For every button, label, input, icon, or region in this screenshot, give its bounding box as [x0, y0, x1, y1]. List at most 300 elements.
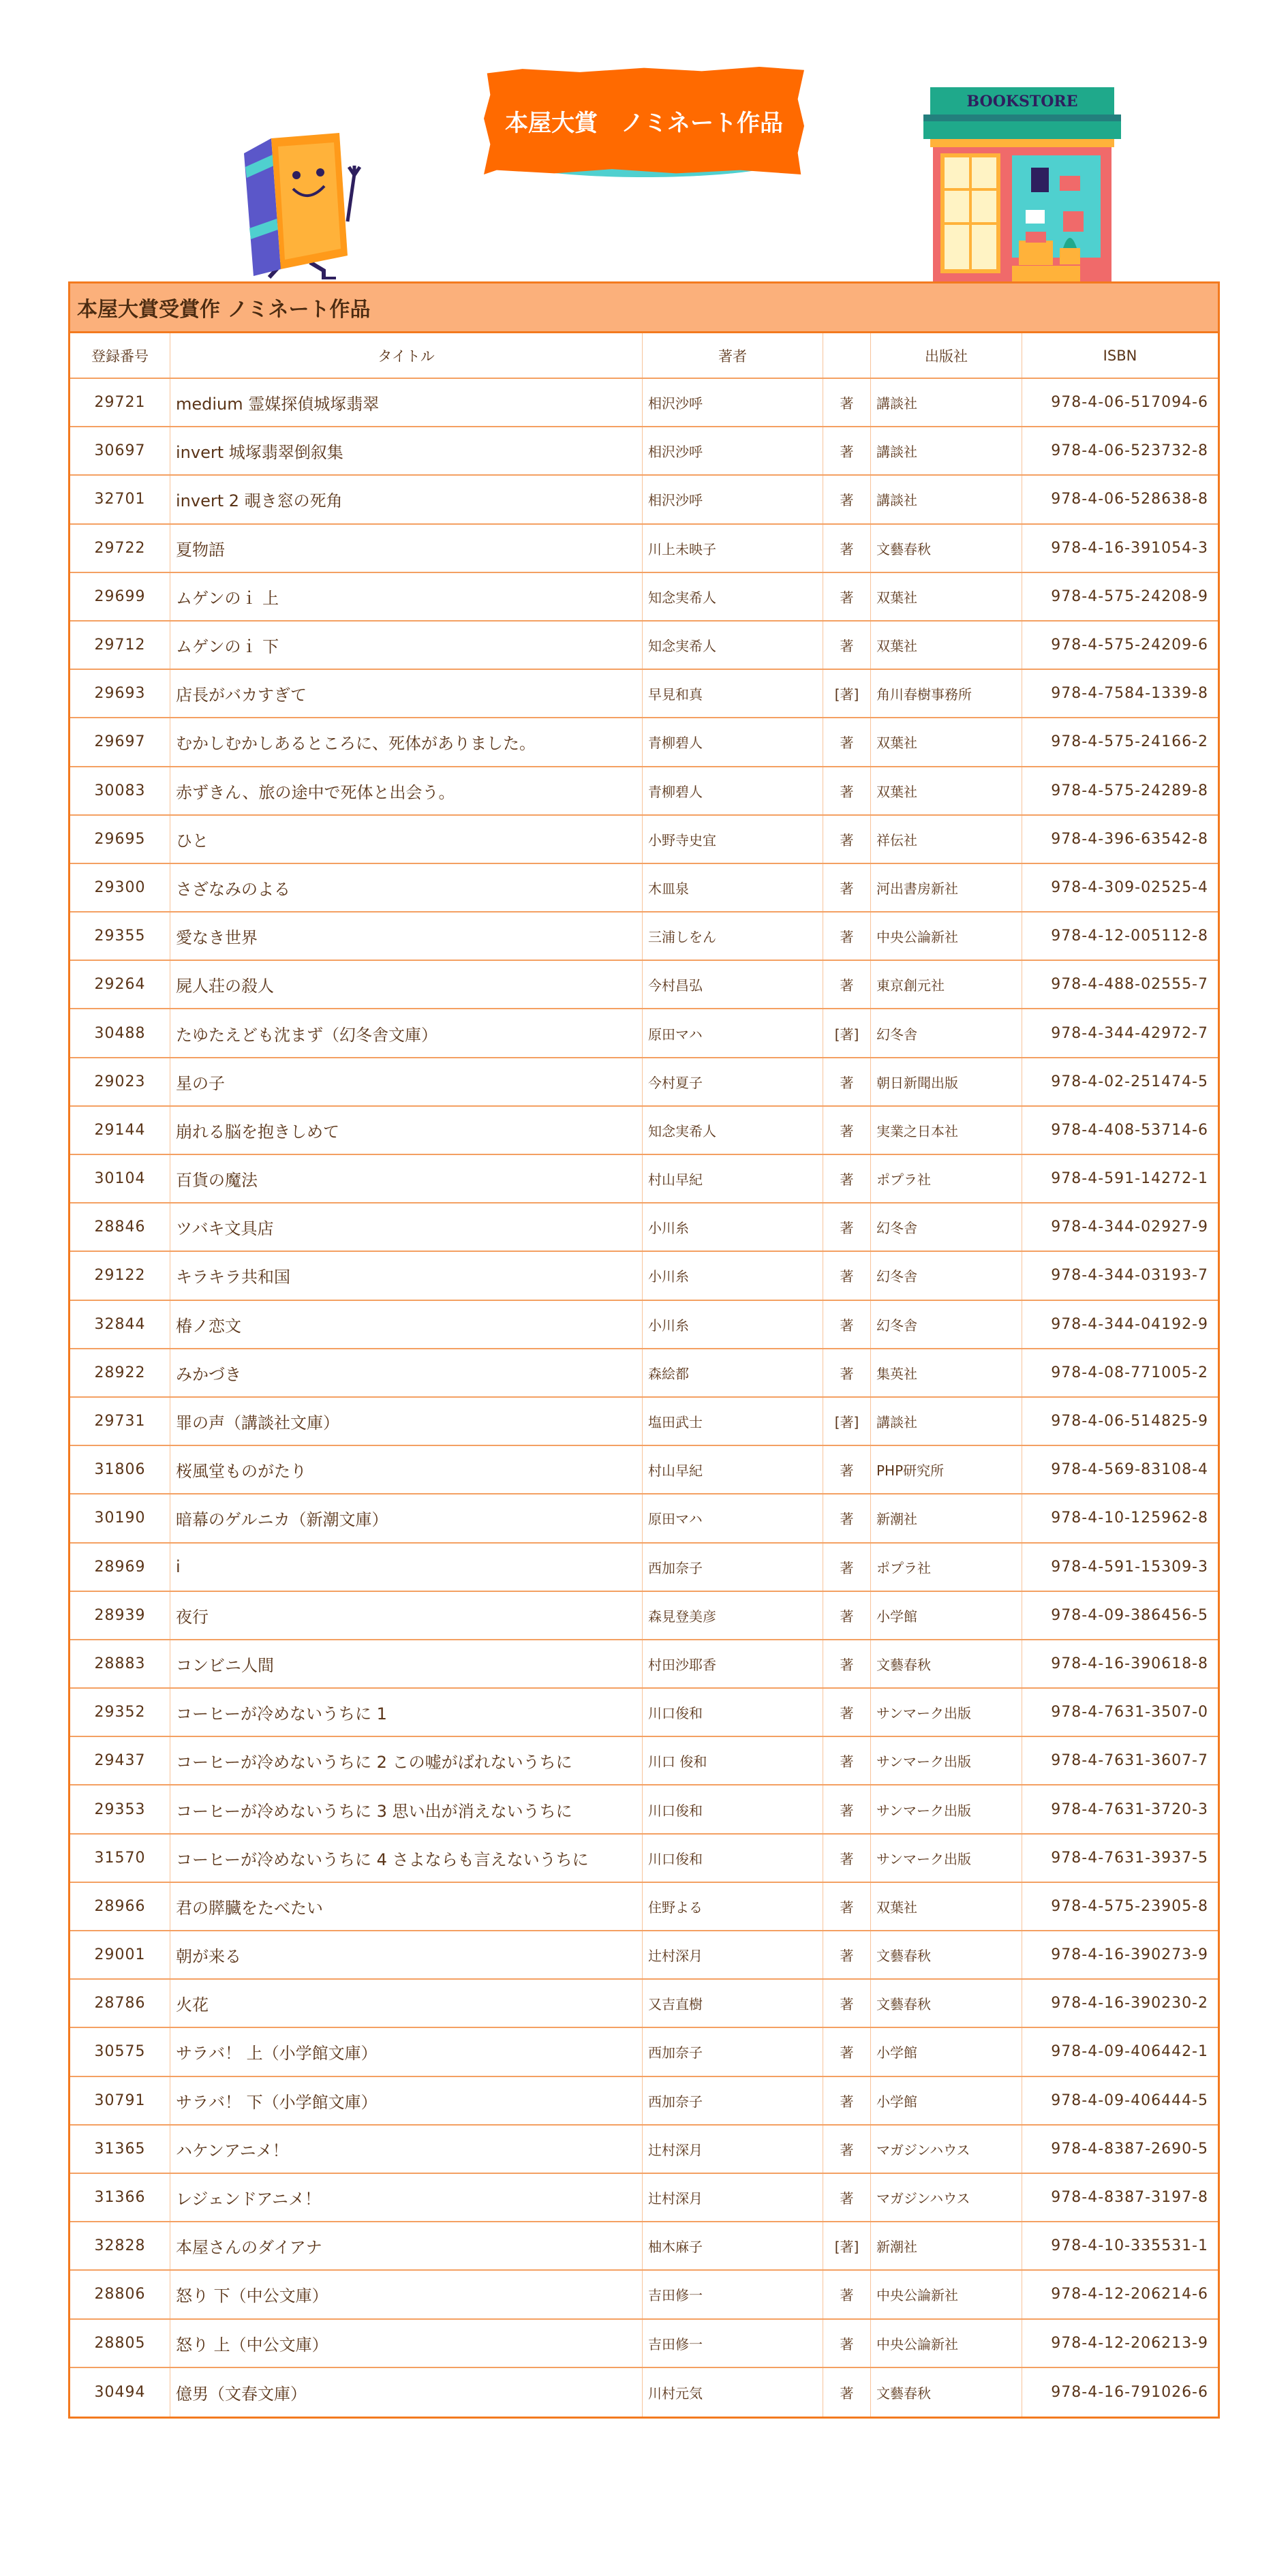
row-role: 著 — [823, 1931, 871, 1978]
row-id: 30697 — [70, 427, 170, 474]
header-id: 登録番号 — [70, 333, 170, 378]
row-title: 屍人荘の殺人 — [170, 961, 643, 1008]
table-row — [70, 1155, 1218, 1203]
row-publisher: ポプラ社 — [871, 1544, 1022, 1591]
row-publisher: マガジンハウス — [871, 2174, 1022, 2221]
row-title: 夏物語 — [170, 525, 643, 572]
row-author: 相沢沙呼 — [643, 379, 823, 426]
table-row — [70, 2271, 1218, 2319]
row-role: 著 — [823, 961, 871, 1008]
table-row — [70, 1544, 1218, 1592]
table-row — [70, 718, 1218, 767]
row-author: 青柳碧人 — [643, 718, 823, 765]
row-publisher: 小学館 — [871, 2077, 1022, 2124]
table-row — [70, 1398, 1218, 1446]
row-isbn: 978-4-408-53714-6 — [1051, 1121, 1208, 1139]
row-publisher: 東京創元社 — [871, 961, 1022, 1008]
row-isbn: 978-4-09-386456-5 — [1051, 1606, 1208, 1624]
row-publisher: 実業之日本社 — [871, 1107, 1022, 1154]
row-role: 著 — [823, 1349, 871, 1396]
row-title: コーヒーが冷めないうちに 4 さよならも言えないうちに — [170, 1835, 643, 1882]
table-row — [70, 379, 1218, 427]
row-publisher: サンマーク出版 — [871, 1785, 1022, 1833]
row-author: 川口 俊和 — [643, 1737, 823, 1784]
row-isbn: 978-4-12-005112-8 — [1051, 927, 1208, 945]
row-id: 32828 — [70, 2222, 170, 2269]
table-row — [70, 573, 1218, 622]
row-id: 30575 — [70, 2028, 170, 2075]
table-row — [70, 622, 1218, 670]
row-author: 小川糸 — [643, 1203, 823, 1251]
row-role: 著 — [823, 718, 871, 765]
table-row — [70, 2126, 1218, 2174]
row-title: 本屋さんのダイアナ — [170, 2222, 643, 2269]
row-role: 著 — [823, 573, 871, 620]
row-id: 29300 — [70, 864, 170, 911]
row-role: 著 — [823, 1107, 871, 1154]
row-isbn: 978-4-591-15309-3 — [1051, 1558, 1208, 1576]
row-isbn: 978-4-309-02525-4 — [1051, 878, 1208, 896]
row-isbn: 978-4-575-24166-2 — [1051, 733, 1208, 751]
row-title: コーヒーが冷めないうちに 1 — [170, 1689, 643, 1736]
table-row — [70, 1203, 1218, 1252]
row-publisher: 双葉社 — [871, 718, 1022, 765]
row-id: 28966 — [70, 1883, 170, 1930]
row-publisher: 双葉社 — [871, 573, 1022, 620]
row-isbn: 978-4-344-04192-9 — [1051, 1315, 1208, 1333]
row-author: 辻村深月 — [643, 2174, 823, 2221]
row-publisher: 双葉社 — [871, 622, 1022, 669]
row-role: 著 — [823, 1737, 871, 1784]
row-role: 著 — [823, 1544, 871, 1591]
table-row — [70, 670, 1218, 718]
row-author: 村田沙耶香 — [643, 1640, 823, 1687]
row-title: i — [170, 1544, 643, 1591]
row-id: 29721 — [70, 379, 170, 426]
row-role: 著 — [823, 1835, 871, 1882]
row-isbn: 978-4-575-23905-8 — [1051, 1897, 1208, 1915]
row-publisher: 中央公論新社 — [871, 913, 1022, 960]
table-row — [70, 2320, 1218, 2368]
row-isbn: 978-4-16-390273-9 — [1051, 1946, 1208, 1964]
row-id: 29722 — [70, 525, 170, 572]
row-author: 西加奈子 — [643, 1544, 823, 1591]
table-row — [70, 864, 1218, 913]
row-title: invert 2 覗き窓の死角 — [170, 476, 643, 523]
bookstore-icon — [923, 87, 1128, 292]
row-isbn: 978-4-7631-3507-0 — [1051, 1704, 1208, 1721]
table-row — [70, 1980, 1218, 2028]
row-id: 30083 — [70, 767, 170, 814]
row-publisher: 文藝春秋 — [871, 1980, 1022, 2027]
row-title: むかしむかしあるところに、死体がありました。 — [170, 718, 643, 765]
row-title: 暗幕のゲルニカ（新潮文庫） — [170, 1494, 643, 1542]
row-isbn: 978-4-8387-2690-5 — [1051, 2140, 1208, 2158]
nominee-table — [68, 281, 1220, 2419]
row-isbn: 978-4-7631-3607-7 — [1051, 1752, 1208, 1770]
row-role: 著 — [823, 1980, 871, 2027]
row-id: 29731 — [70, 1398, 170, 1445]
row-title: サラバ！ 上（小学館文庫） — [170, 2028, 643, 2075]
row-publisher: 双葉社 — [871, 767, 1022, 814]
table-row — [70, 1349, 1218, 1398]
row-isbn: 978-4-12-206213-9 — [1051, 2334, 1208, 2352]
row-role: 著 — [823, 2077, 871, 2124]
row-author: 西加奈子 — [643, 2028, 823, 2075]
table-row — [70, 1252, 1218, 1300]
row-title: サラバ！ 下（小学館文庫） — [170, 2077, 643, 2124]
row-role: 著 — [823, 913, 871, 960]
row-publisher: 双葉社 — [871, 1883, 1022, 1930]
row-publisher: 幻冬舎 — [871, 1009, 1022, 1056]
row-role: 著 — [823, 1058, 871, 1105]
row-publisher: マガジンハウス — [871, 2126, 1022, 2173]
row-author: 森絵都 — [643, 1349, 823, 1396]
table-row — [70, 525, 1218, 573]
row-id: 28922 — [70, 1349, 170, 1396]
book-mascot-icon — [218, 126, 368, 279]
row-id: 29023 — [70, 1058, 170, 1105]
row-author: 小川糸 — [643, 1252, 823, 1299]
row-author: 相沢沙呼 — [643, 476, 823, 523]
row-role: [著] — [823, 2222, 871, 2269]
row-isbn: 978-4-591-14272-1 — [1051, 1170, 1208, 1188]
row-publisher: 河出書房新社 — [871, 864, 1022, 911]
row-id: 30494 — [70, 2368, 170, 2417]
table-row — [70, 1737, 1218, 1785]
row-publisher: 講談社 — [871, 476, 1022, 523]
row-title: 赤ずきん、旅の途中で死体と出会う。 — [170, 767, 643, 814]
table-row — [70, 1494, 1218, 1543]
row-id: 31365 — [70, 2126, 170, 2173]
row-id: 29712 — [70, 622, 170, 669]
row-id: 29699 — [70, 573, 170, 620]
row-title: 朝が来る — [170, 1931, 643, 1978]
row-id: 28805 — [70, 2320, 170, 2367]
header-isbn: ISBN — [1103, 347, 1137, 364]
row-role: 著 — [823, 1592, 871, 1639]
row-role: 著 — [823, 1883, 871, 1930]
table-row — [70, 1689, 1218, 1737]
row-role: 著 — [823, 2126, 871, 2173]
row-publisher: 角川春樹事務所 — [871, 670, 1022, 717]
row-id: 29352 — [70, 1689, 170, 1736]
row-isbn: 978-4-06-517094-6 — [1051, 394, 1208, 412]
row-id: 28969 — [70, 1544, 170, 1591]
row-isbn: 978-4-09-406444-5 — [1051, 2091, 1208, 2109]
row-author: 知念実希人 — [643, 622, 823, 669]
row-author: 相沢沙呼 — [643, 427, 823, 474]
row-publisher: 集英社 — [871, 1349, 1022, 1396]
row-author: 今村夏子 — [643, 1058, 823, 1105]
row-id: 29355 — [70, 913, 170, 960]
row-role: 著 — [823, 1203, 871, 1251]
row-title: 怒り 上（中公文庫） — [170, 2320, 643, 2367]
row-id: 30190 — [70, 1494, 170, 1542]
row-publisher: 中央公論新社 — [871, 2320, 1022, 2367]
row-title: 星の子 — [170, 1058, 643, 1105]
row-role: 著 — [823, 2320, 871, 2367]
row-role: 著 — [823, 1785, 871, 1833]
row-author: 塩田武士 — [643, 1398, 823, 1445]
row-author: 森見登美彦 — [643, 1592, 823, 1639]
row-role: 著 — [823, 2271, 871, 2318]
row-title: ハケンアニメ！ — [170, 2126, 643, 2173]
row-role: 著 — [823, 2368, 871, 2417]
row-publisher: 小学館 — [871, 2028, 1022, 2075]
row-role: 著 — [823, 1301, 871, 1348]
table-row — [70, 476, 1218, 524]
row-isbn: 978-4-7631-3720-3 — [1051, 1800, 1208, 1818]
row-title: レジェンドアニメ！ — [170, 2174, 643, 2221]
table-row — [70, 1107, 1218, 1155]
row-id: 30791 — [70, 2077, 170, 2124]
row-isbn: 978-4-16-390230-2 — [1051, 1995, 1208, 2012]
row-role: 著 — [823, 2174, 871, 2221]
row-id: 31366 — [70, 2174, 170, 2221]
row-role: 著 — [823, 427, 871, 474]
table-row — [70, 1883, 1218, 1931]
table-row — [70, 1446, 1218, 1494]
table-row — [70, 1835, 1218, 1883]
row-author: 吉田修一 — [643, 2271, 823, 2318]
row-author: 川口俊和 — [643, 1785, 823, 1833]
row-isbn: 978-4-16-391054-3 — [1051, 539, 1208, 557]
row-title: さざなみのよる — [170, 864, 643, 911]
table-body — [70, 379, 1218, 2417]
row-publisher: サンマーク出版 — [871, 1737, 1022, 1784]
row-isbn: 978-4-344-02927-9 — [1051, 1218, 1208, 1236]
row-role: 著 — [823, 622, 871, 669]
row-role: 著 — [823, 864, 871, 911]
row-author: 原田マハ — [643, 1494, 823, 1542]
row-author: 辻村深月 — [643, 2126, 823, 2173]
row-isbn: 978-4-7584-1339-8 — [1051, 685, 1208, 703]
row-publisher: 新潮社 — [871, 2222, 1022, 2269]
row-isbn: 978-4-7631-3937-5 — [1051, 1849, 1208, 1867]
row-isbn: 978-4-09-406442-1 — [1051, 2043, 1208, 2061]
row-id: 29353 — [70, 1785, 170, 1833]
row-isbn: 978-4-16-390618-8 — [1051, 1655, 1208, 1672]
row-id: 32844 — [70, 1301, 170, 1348]
row-role: [著] — [823, 670, 871, 717]
table-row — [70, 1785, 1218, 1834]
row-isbn: 978-4-10-335531-1 — [1051, 2237, 1208, 2255]
row-isbn: 978-4-569-83108-4 — [1051, 1461, 1208, 1479]
row-id: 29695 — [70, 816, 170, 863]
row-id: 31806 — [70, 1446, 170, 1493]
table-title: 本屋大賞受賞作 ノミネート作品 — [70, 283, 1218, 333]
row-author: 川口俊和 — [643, 1689, 823, 1736]
table-row — [70, 2174, 1218, 2222]
row-role: 著 — [823, 767, 871, 814]
row-isbn: 978-4-8387-3197-8 — [1051, 2189, 1208, 2207]
row-isbn: 978-4-344-03193-7 — [1051, 1267, 1208, 1285]
header-role — [823, 333, 871, 378]
row-isbn: 978-4-02-251474-5 — [1051, 1073, 1208, 1090]
table-row — [70, 1009, 1218, 1058]
row-publisher: 講談社 — [871, 1398, 1022, 1445]
row-title: 百貨の魔法 — [170, 1155, 643, 1202]
row-title: 店長がバカすぎて — [170, 670, 643, 717]
row-id: 28786 — [70, 1980, 170, 2027]
table-row — [70, 1301, 1218, 1349]
row-author: 原田マハ — [643, 1009, 823, 1056]
row-title: みかづき — [170, 1349, 643, 1396]
row-title: 愛なき世界 — [170, 913, 643, 960]
row-isbn: 978-4-575-24209-6 — [1051, 637, 1208, 654]
row-role: 著 — [823, 379, 871, 426]
row-author: 知念実希人 — [643, 1107, 823, 1154]
row-author: 村山早紀 — [643, 1446, 823, 1493]
row-title: 桜風堂ものがたり — [170, 1446, 643, 1493]
row-id: 29693 — [70, 670, 170, 717]
row-author: 吉田修一 — [643, 2320, 823, 2367]
row-role: [著] — [823, 1398, 871, 1445]
row-title: invert 城塚翡翠倒叙集 — [170, 427, 643, 474]
table-row — [70, 2028, 1218, 2076]
row-title: コーヒーが冷めないうちに 3 思い出が消えないうちに — [170, 1785, 643, 1833]
row-publisher: サンマーク出版 — [871, 1835, 1022, 1882]
row-author: 柚木麻子 — [643, 2222, 823, 2269]
row-title: ひと — [170, 816, 643, 863]
table-row — [70, 427, 1218, 476]
row-publisher: PHP研究所 — [871, 1446, 1022, 1493]
row-author: 知念実希人 — [643, 573, 823, 620]
title-banner — [484, 67, 804, 187]
row-isbn: 978-4-06-514825-9 — [1051, 1413, 1208, 1430]
row-title: medium 霊媒探偵城塚翡翠 — [170, 379, 643, 426]
row-publisher: 幻冬舎 — [871, 1301, 1022, 1348]
row-author: 今村昌弘 — [643, 961, 823, 1008]
row-author: 小野寺史宜 — [643, 816, 823, 863]
row-id: 28846 — [70, 1203, 170, 1251]
table-row — [70, 2368, 1218, 2417]
header-publisher: 出版社 — [871, 333, 1022, 378]
table-header-row — [70, 333, 1218, 379]
row-id: 32701 — [70, 476, 170, 523]
row-publisher: 幻冬舎 — [871, 1203, 1022, 1251]
row-role: 著 — [823, 1689, 871, 1736]
row-isbn: 978-4-344-42972-7 — [1051, 1024, 1208, 1042]
row-author: 三浦しをん — [643, 913, 823, 960]
row-author: 木皿泉 — [643, 864, 823, 911]
row-author: 又吉直樹 — [643, 1980, 823, 2027]
row-publisher: 文藝春秋 — [871, 1640, 1022, 1687]
row-publisher: 朝日新聞出版 — [871, 1058, 1022, 1105]
row-title: キラキラ共和国 — [170, 1252, 643, 1299]
row-title: ムゲンのｉ 下 — [170, 622, 643, 669]
row-author: 川上未映子 — [643, 525, 823, 572]
row-role: 著 — [823, 525, 871, 572]
row-id: 28939 — [70, 1592, 170, 1639]
row-role: 著 — [823, 1252, 871, 1299]
row-isbn: 978-4-06-528638-8 — [1051, 491, 1208, 508]
header-title: タイトル — [170, 333, 643, 378]
table-row — [70, 1592, 1218, 1640]
row-id: 30488 — [70, 1009, 170, 1056]
row-id: 29697 — [70, 718, 170, 765]
row-publisher: 文藝春秋 — [871, 1931, 1022, 1978]
row-title: 火花 — [170, 1980, 643, 2027]
row-author: 川口俊和 — [643, 1835, 823, 1882]
row-title: 億男（文春文庫） — [170, 2368, 643, 2417]
row-title: ツバキ文具店 — [170, 1203, 643, 1251]
row-isbn: 978-4-488-02555-7 — [1051, 976, 1208, 994]
row-isbn: 978-4-06-523732-8 — [1051, 442, 1208, 460]
row-publisher: 文藝春秋 — [871, 2368, 1022, 2417]
row-title: コーヒーが冷めないうちに 2 この嘘がばれないうちに — [170, 1737, 643, 1784]
row-publisher: 祥伝社 — [871, 816, 1022, 863]
row-isbn: 978-4-575-24208-9 — [1051, 587, 1208, 605]
row-id: 28883 — [70, 1640, 170, 1687]
row-publisher: 新潮社 — [871, 1494, 1022, 1542]
row-id: 29122 — [70, 1252, 170, 1299]
row-author: 村山早紀 — [643, 1155, 823, 1202]
row-title: 怒り 下（中公文庫） — [170, 2271, 643, 2318]
row-isbn: 978-4-575-24289-8 — [1051, 782, 1208, 799]
row-publisher: サンマーク出版 — [871, 1689, 1022, 1736]
row-isbn: 978-4-08-771005-2 — [1051, 1364, 1208, 1381]
row-id: 29437 — [70, 1737, 170, 1784]
row-role: 著 — [823, 2028, 871, 2075]
row-id: 31570 — [70, 1835, 170, 1882]
row-title: 椿ノ恋文 — [170, 1301, 643, 1348]
row-author: 早見和真 — [643, 670, 823, 717]
row-id: 28806 — [70, 2271, 170, 2318]
page-title: 本屋大賞 ノミネート作品 — [505, 109, 783, 137]
row-author: 川村元気 — [643, 2368, 823, 2417]
row-author: 西加奈子 — [643, 2077, 823, 2124]
row-role: 著 — [823, 1155, 871, 1202]
row-isbn: 978-4-12-206214-6 — [1051, 2286, 1208, 2303]
row-id: 30104 — [70, 1155, 170, 1202]
row-isbn: 978-4-16-791026-6 — [1051, 2383, 1208, 2401]
row-role: 著 — [823, 1446, 871, 1493]
row-role: 著 — [823, 816, 871, 863]
row-publisher: 幻冬舎 — [871, 1252, 1022, 1299]
row-isbn: 978-4-396-63542-8 — [1051, 830, 1208, 848]
row-id: 29001 — [70, 1931, 170, 1978]
table-row — [70, 2222, 1218, 2271]
row-publisher: 小学館 — [871, 1592, 1022, 1639]
row-title: コンビニ人間 — [170, 1640, 643, 1687]
row-publisher: ポプラ社 — [871, 1155, 1022, 1202]
row-author: 小川糸 — [643, 1301, 823, 1348]
row-role: 著 — [823, 1494, 871, 1542]
row-isbn: 978-4-10-125962-8 — [1051, 1509, 1208, 1527]
row-publisher: 講談社 — [871, 427, 1022, 474]
row-publisher: 中央公論新社 — [871, 2271, 1022, 2318]
table-row — [70, 2077, 1218, 2126]
table-row — [70, 1931, 1218, 1980]
row-title: たゆたえども沈まず（幻冬舎文庫） — [170, 1009, 643, 1056]
row-publisher: 講談社 — [871, 379, 1022, 426]
row-title: 罪の声（講談社文庫） — [170, 1398, 643, 1445]
row-role: 著 — [823, 1640, 871, 1687]
row-title: 崩れる脳を抱きしめて — [170, 1107, 643, 1154]
row-role: [著] — [823, 1009, 871, 1056]
header-author: 著者 — [643, 333, 823, 378]
bookstore-sign: BOOKSTORE — [966, 93, 1078, 110]
row-author: 辻村深月 — [643, 1931, 823, 1978]
row-title: 君の膵臓をたべたい — [170, 1883, 643, 1930]
row-title: ムゲンのｉ 上 — [170, 573, 643, 620]
table-row — [70, 767, 1218, 816]
row-author: 住野よる — [643, 1883, 823, 1930]
table-row — [70, 1640, 1218, 1689]
row-title: 夜行 — [170, 1592, 643, 1639]
